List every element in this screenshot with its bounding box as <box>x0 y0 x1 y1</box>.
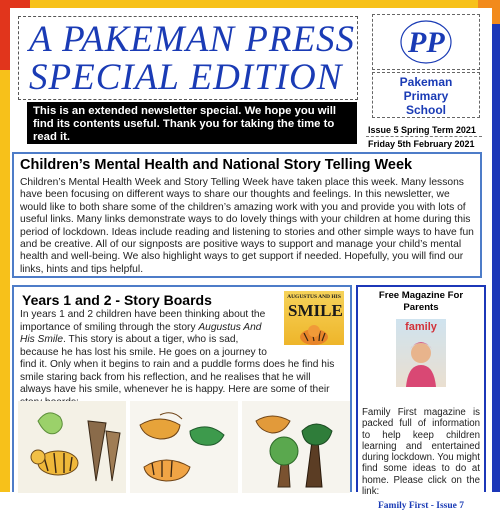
mental-health-body: Children’s Mental Health Week and Story Telling Week have taken place this week. Many lessons have been focusing on different ways to share our thoughts and feelings. In this newsletter, we would like to both share some of the children’s amazing work with you and provide you with lots of useful links. Many links demonstrate ways to do lovely things with your children at home during this period of lockdown. Ideas include reading and listening to stories and other simple ways to have fun and be creative. All of our signposts are positive ways to support and manage your child’s mental health and well-being. We also highlight ways to get support if needed. Hopefully, you will find our links, hints and tips helpful. <box>20 177 474 275</box>
school-name-line1: Pakeman <box>399 75 453 89</box>
masthead-title-line1: A PAKEMAN PRESS <box>29 19 356 60</box>
frame-top-border <box>0 0 500 8</box>
logo-letters: PP <box>408 26 445 59</box>
school-logo-icon <box>399 19 453 65</box>
magazine-link[interactable]: Family First - Issue 7 <box>377 501 465 511</box>
tiger-icon <box>292 321 336 345</box>
magazine-cover-masthead: family <box>405 321 437 333</box>
tree-drawing-icon <box>242 401 350 493</box>
animals-drawing-icon <box>130 401 238 493</box>
masthead-title-line2: SPECIAL EDITION <box>29 57 343 98</box>
intro-banner: This is an extended newsletter special. We hope you will find its contents useful. Thank you for taking the time to read it. <box>27 102 357 144</box>
story-board-image-3 <box>242 401 350 493</box>
frame-right-border <box>492 0 500 492</box>
school-logo <box>372 14 480 70</box>
magazine-title: Free Magazine For Parents <box>378 290 464 313</box>
book-cover-title-line2: SMILE <box>288 301 343 320</box>
book-cover-title-line1: AUGUSTUS AND HIS <box>287 294 341 300</box>
story-board-gallery <box>18 401 348 493</box>
book-title: Augustus And His Smile <box>20 321 262 345</box>
story-boards-title: Years 1 and 2 - Story Boards <box>22 292 212 308</box>
mental-health-article <box>12 152 482 278</box>
story-boards-text-before: In years 1 and 2 children have been thinking about the importance of smiling through the story <box>20 309 266 333</box>
frame-left-accent <box>0 0 10 70</box>
frame-left-border <box>0 0 10 492</box>
school-name-line2: Primary <box>403 89 449 103</box>
masthead <box>18 16 358 100</box>
child-photo-icon <box>402 337 440 387</box>
story-boards-text-after: . This story is about a tiger, who is sad, because he has lost his smile. He goes on a journey to find it. Only when it begins to rain and a puddle forms does he find his smile staring back from his reflection, and he realises that he will always have his smile, whenever he is happy. Here are some of their <box>20 334 335 395</box>
magazine-description: Family First magazine is packed full of information to help keep children learning and entertained during lockdown. You might find some ideas to do at home. Please click on the link: <box>362 407 480 498</box>
story-board-image-1 <box>18 401 126 493</box>
tiger-drawing-icon <box>18 401 126 493</box>
frame-corner-accent <box>478 0 500 8</box>
story-boards-article <box>12 285 352 492</box>
story-board-image-2 <box>130 401 238 493</box>
magazine-sidebar <box>356 285 486 511</box>
issue-label: Issue 5 Spring Term 2021 <box>366 123 482 137</box>
school-name <box>372 72 480 118</box>
magazine-cover-image[interactable] <box>396 319 446 387</box>
school-name-line3: School <box>405 103 446 117</box>
book-cover-image <box>284 291 344 345</box>
mental-health-title: Children’s Mental Health and National Story Telling Week <box>20 157 413 173</box>
issue-date: Friday 5th February 2021 <box>368 139 475 149</box>
